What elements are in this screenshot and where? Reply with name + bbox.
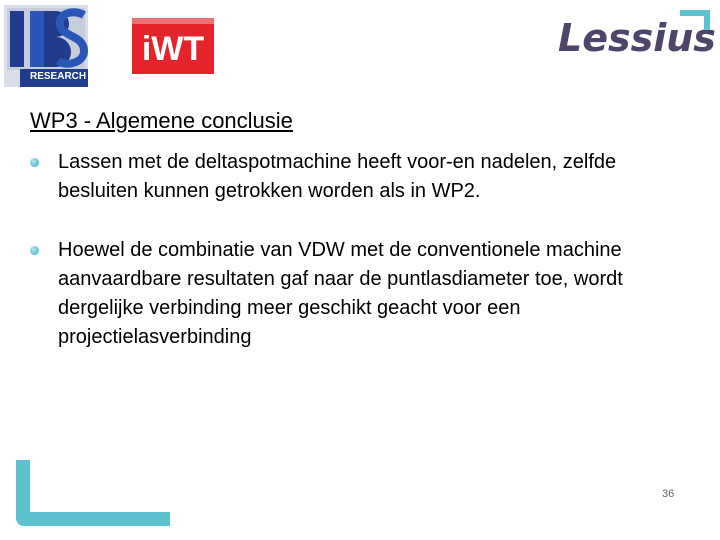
bullet-item <box>30 236 690 352</box>
iwt-logo <box>132 18 214 74</box>
bullet-dot-icon <box>30 158 39 167</box>
lessius-logo-text: Lessius <box>558 16 716 60</box>
ibs-caption: RESEARCH <box>30 71 87 82</box>
bullet-dot-icon <box>30 246 39 255</box>
bullet-item <box>30 148 690 206</box>
bullet-text: Lassen met de deltaspotmachine heeft voor-en nadelen, zelfde besluiten kunnen getrokken worden als in WP2. <box>58 151 617 202</box>
bullet-list <box>30 148 690 352</box>
lessius-logo <box>556 10 716 62</box>
page-number: 36 <box>662 488 675 500</box>
corner-frame-decoration <box>16 460 170 526</box>
bullet-text: Hoewel de combinatie van VDW met de conventionele machine aanvaardbare resultaten gaf naar de puntlasdiameter toe, wordt dergelijke verbinding meer geschikt geacht voor een projectielasverbinding <box>58 239 623 348</box>
ibs-research-logo <box>4 5 88 87</box>
slide-title: WP3 - Algemene conclusie <box>30 108 293 133</box>
iwt-logo-text: iWT <box>141 30 205 68</box>
lessius-corner-mark <box>680 10 710 30</box>
